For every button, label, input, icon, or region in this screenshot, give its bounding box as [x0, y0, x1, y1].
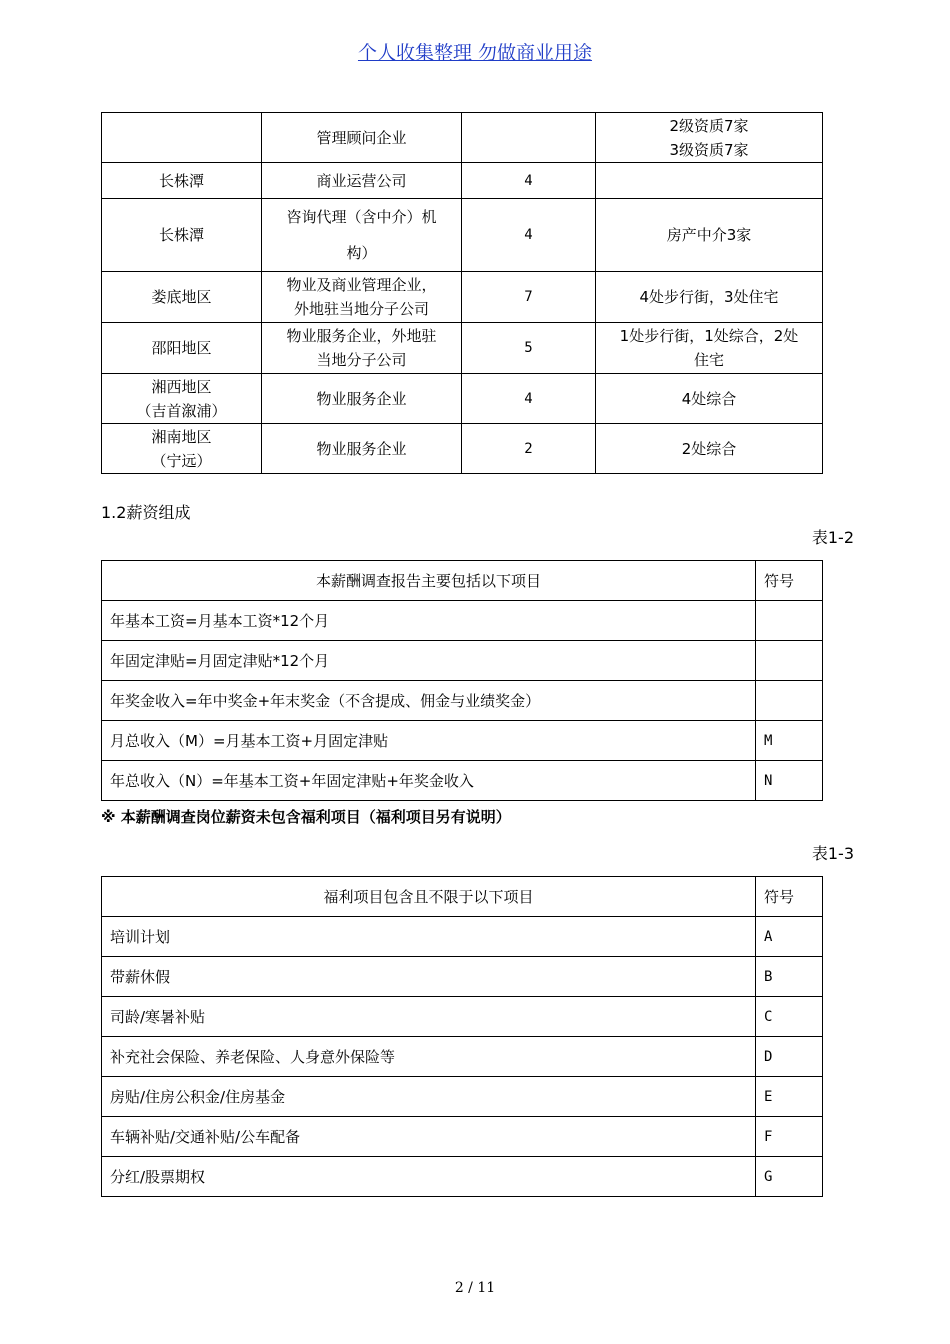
type-cell: 物业服务企业 — [262, 424, 462, 474]
region-cell — [102, 424, 262, 474]
item-cell: 年固定津贴=月固定津贴*12个月 — [102, 641, 756, 681]
count-cell: 4 — [462, 374, 596, 424]
symbol-cell: N — [756, 761, 823, 801]
note-cell: 4处综合 — [596, 374, 823, 424]
symbol-cell: A — [756, 917, 823, 957]
item-cell: 车辆补贴/交通补贴/公车配备 — [102, 1117, 756, 1157]
table-row — [102, 641, 823, 681]
note-cell — [596, 163, 823, 199]
item-cell: 培训计划 — [102, 917, 756, 957]
type-cell: 商业运营公司 — [262, 163, 462, 199]
table-row — [102, 1077, 823, 1117]
table-row — [102, 761, 823, 801]
item-cell: 房贴/住房公积金/住房基金 — [102, 1077, 756, 1117]
note-cell: 2处综合 — [596, 424, 823, 474]
note-cell: 4处步行街，3处住宅 — [596, 272, 823, 323]
note-cell — [596, 113, 823, 163]
symbol-cell: G — [756, 1157, 823, 1197]
item-cell: 带薪休假 — [102, 957, 756, 997]
region-cell: 长株潭 — [102, 163, 262, 199]
symbol-cell: M — [756, 721, 823, 761]
table-label: 表1-3 — [811, 844, 854, 863]
table-row — [102, 374, 823, 424]
region-cell: 邵阳地区 — [102, 323, 262, 374]
item-cell: 司龄/寒暑补贴 — [102, 997, 756, 1037]
note-line: 住宅 — [693, 351, 724, 369]
type-line: 咨询代理（含中介）机 — [286, 208, 437, 226]
section-title: 1.2薪资组成 — [101, 503, 191, 522]
table-row — [102, 272, 823, 323]
table-header-row — [102, 561, 823, 601]
table-row — [102, 323, 823, 374]
region-line: （吉首溆浦） — [136, 401, 227, 420]
symbol-cell: F — [756, 1117, 823, 1157]
note-cell — [596, 323, 823, 374]
symbol-cell: B — [756, 957, 823, 997]
count-cell: 7 — [462, 272, 596, 323]
table-row — [102, 163, 823, 199]
item-cell: 月总收入（M）=月基本工资+月固定津贴 — [102, 721, 756, 761]
note-line: 1处步行街，1处综合，2处 — [619, 327, 799, 345]
type-cell — [262, 272, 462, 323]
item-cell: 年总收入（N）=年基本工资+年固定津贴+年奖金收入 — [102, 761, 756, 801]
table-row — [102, 199, 823, 272]
type-cell — [262, 323, 462, 374]
benefits-table — [101, 876, 823, 1197]
type-line: 物业及商业管理企业， — [286, 276, 437, 294]
region-cell: 娄底地区 — [102, 272, 262, 323]
item-cell: 补充社会保险、养老保险、人身意外保险等 — [102, 1037, 756, 1077]
table-row — [102, 113, 823, 163]
enterprise-survey-table — [101, 112, 823, 474]
region-cell — [102, 374, 262, 424]
type-cell: 物业服务企业 — [262, 374, 462, 424]
table-row — [102, 424, 823, 474]
count-cell — [462, 113, 596, 163]
item-cell: 年奖金收入=年中奖金+年末奖金（不含提成、佣金与业绩奖金） — [102, 681, 756, 721]
symbol-cell: D — [756, 1037, 823, 1077]
column-header: 本薪酬调查报告主要包括以下项目 — [102, 561, 756, 601]
count-cell: 5 — [462, 323, 596, 374]
salary-composition-table — [101, 560, 823, 801]
page-header-title: 个人收集整理 勿做商业用途 — [357, 42, 593, 64]
type-line: 构） — [346, 244, 377, 262]
table-row — [102, 1037, 823, 1077]
page-number: 2 / 11 — [454, 1280, 496, 1296]
region-cell: 长株潭 — [102, 199, 262, 272]
table-row — [102, 601, 823, 641]
symbol-cell — [756, 681, 823, 721]
region-line: 湘南地区 — [151, 427, 212, 446]
table-row — [102, 917, 823, 957]
note-line: 3级资质7家 — [669, 140, 749, 159]
type-cell — [262, 199, 462, 272]
table-row — [102, 997, 823, 1037]
table-row — [102, 957, 823, 997]
item-cell: 分红/股票期权 — [102, 1157, 756, 1197]
item-cell: 年基本工资=月基本工资*12个月 — [102, 601, 756, 641]
region-line: 湘西地区 — [151, 377, 212, 396]
count-cell: 2 — [462, 424, 596, 474]
table-row — [102, 1117, 823, 1157]
symbol-header: 符号 — [756, 561, 823, 601]
table-label: 表1-2 — [811, 528, 854, 547]
region-cell — [102, 113, 262, 163]
region-line: （宁远） — [151, 451, 212, 470]
type-cell: 管理顾问企业 — [262, 113, 462, 163]
type-line: 物业服务企业，外地驻 — [286, 327, 437, 345]
symbol-header: 符号 — [756, 877, 823, 917]
table-row — [102, 721, 823, 761]
symbol-cell — [756, 601, 823, 641]
table-header-row — [102, 877, 823, 917]
type-line: 外地驻当地分子公司 — [293, 300, 429, 318]
type-line: 当地分子公司 — [316, 351, 407, 369]
symbol-cell — [756, 641, 823, 681]
note-cell: 房产中介3家 — [596, 199, 823, 272]
table-row — [102, 1157, 823, 1197]
symbol-cell: E — [756, 1077, 823, 1117]
benefits-note: ※ 本薪酬调查岗位薪资未包含福利项目（福利项目另有说明） — [101, 808, 511, 826]
note-line: 2级资质7家 — [669, 116, 749, 135]
count-cell: 4 — [462, 199, 596, 272]
symbol-cell: C — [756, 997, 823, 1037]
count-cell: 4 — [462, 163, 596, 199]
column-header: 福利项目包含且不限于以下项目 — [102, 877, 756, 917]
table-row — [102, 681, 823, 721]
